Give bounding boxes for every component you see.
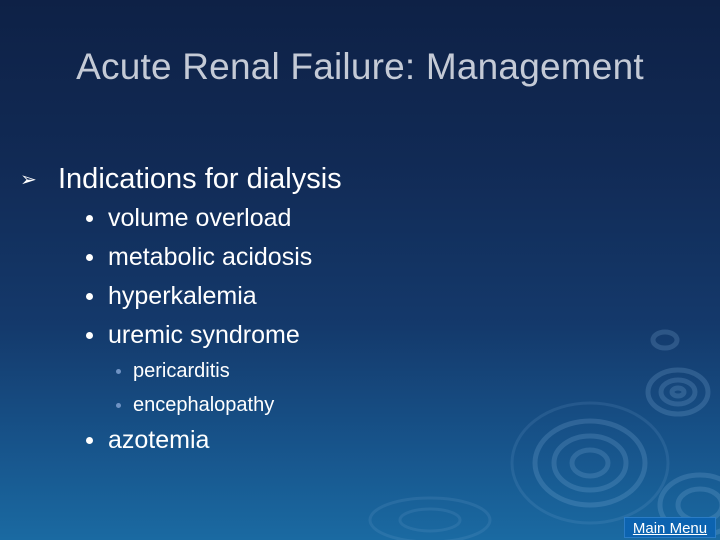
list-item-text: uremic syndrome — [108, 321, 300, 349]
list-item-text: azotemia — [108, 426, 210, 454]
list-item — [86, 426, 209, 455]
list-item — [86, 204, 291, 233]
sub-bullet-icon — [116, 403, 121, 408]
arrow-bullet-icon: ➢ — [20, 169, 37, 191]
list-item — [86, 321, 300, 350]
list-item-text: hyperkalemia — [108, 282, 257, 310]
main-menu-button[interactable]: Main Menu — [624, 517, 716, 538]
bullet-dot-icon — [86, 437, 93, 444]
sub-list-item — [116, 360, 230, 383]
list-item — [86, 282, 257, 311]
bullet-dot-icon — [86, 293, 93, 300]
slide-title: Acute Renal Failure: Management — [76, 46, 644, 87]
list-item-text: volume overload — [108, 204, 292, 232]
sub-bullet-icon — [116, 369, 121, 374]
sub-list-item-text: pericarditis — [133, 360, 230, 382]
sub-list-item-text: encephalopathy — [133, 394, 275, 416]
bullet-dot-icon — [86, 215, 93, 222]
sub-list-item — [116, 394, 274, 417]
bullet-dot-icon — [86, 254, 93, 261]
list-item-text: metabolic acidosis — [108, 243, 313, 271]
heading-bullet — [20, 163, 342, 196]
list-item — [86, 243, 312, 272]
bullet-dot-icon — [86, 332, 93, 339]
heading-text: Indications for dialysis — [58, 163, 342, 195]
